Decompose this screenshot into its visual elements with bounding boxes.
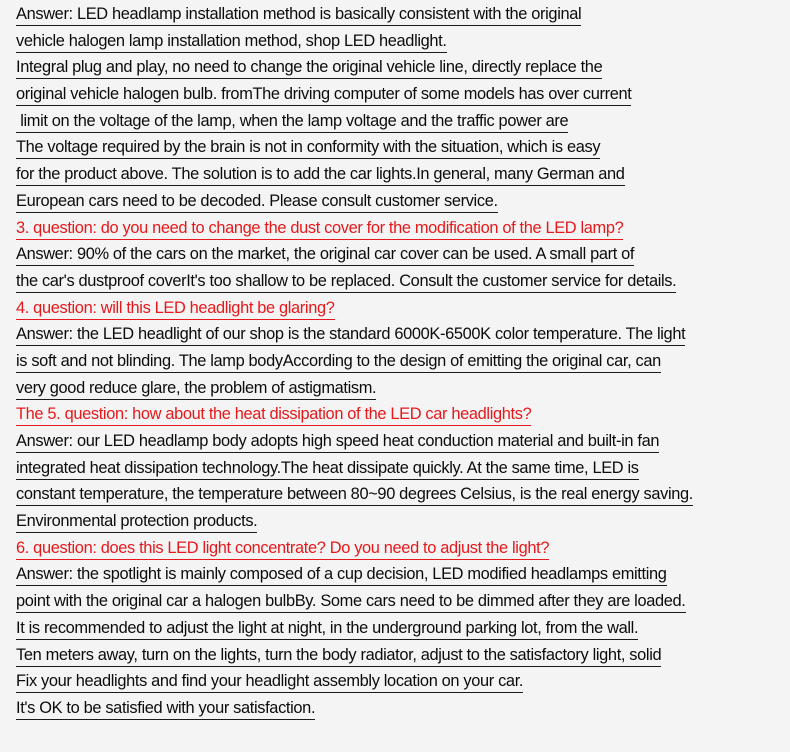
text-line-1 <box>16 2 790 29</box>
text-line: Answer: our LED headlamp body adopts high speed heat conduction material and built-in fan <box>16 431 659 453</box>
text-line: point with the original car a halogen bulbBy. Some cars need to be dimmed after they are loaded. <box>16 591 686 613</box>
text-line-3 <box>16 55 790 82</box>
text-line: It is recommended to adjust the light at night, in the underground parking lot, from the wall. <box>16 618 638 640</box>
question-4-heading <box>16 296 790 323</box>
text-line: Environmental protection products. <box>16 511 257 533</box>
text-line: original vehicle halogen bulb. fromThe driving computer of some models has over current <box>16 84 631 106</box>
text-line-11 <box>16 269 790 296</box>
text-line: Answer: LED headlamp installation method is basically consistent with the original <box>16 4 581 26</box>
question-5-heading <box>16 402 790 429</box>
text-line-14 <box>16 349 790 376</box>
text-line-23 <box>16 589 790 616</box>
text-line-17 <box>16 429 790 456</box>
text-line: The voltage required by the brain is not in conformity with the situation, which is easy <box>16 137 600 159</box>
text-line-8 <box>16 189 790 216</box>
text-line: Integral plug and play, no need to change the original vehicle line, directly replace the <box>16 57 602 79</box>
text-line: vehicle halogen lamp installation method, shop LED headlight. <box>16 31 447 53</box>
text-line: for the product above. The solution is to add the car lights.In general, many German and <box>16 164 625 186</box>
text-line-20 <box>16 509 790 536</box>
question-text: The 5. question: how about the heat dissipation of the LED car headlights? <box>16 404 531 426</box>
text-line: Answer: the spotlight is mainly composed of a cup decision, LED modified headlamps emitting <box>16 564 667 586</box>
text-line: limit on the voltage of the lamp, when the lamp voltage and the traffic power are <box>16 111 568 133</box>
text-line-2 <box>16 29 790 56</box>
text-line-25 <box>16 643 790 670</box>
text-line: the car's dustproof coverIt's too shallow to be replaced. Consult the customer service for details. <box>16 271 676 293</box>
text-line-15 <box>16 376 790 403</box>
text-line: is soft and not blinding. The lamp bodyAccording to the design of emitting the original car, can <box>16 351 661 373</box>
question-text: 4. question: will this LED headlight be glaring? <box>16 298 335 320</box>
text-line: It's OK to be satisfied with your satisfaction. <box>16 698 315 720</box>
text-line: Answer: 90% of the cars on the market, the original car cover can be used. A small part of <box>16 244 634 266</box>
text-line-19 <box>16 482 790 509</box>
text-line: Ten meters away, turn on the lights, turn the body radiator, adjust to the satisfactory light, solid <box>16 645 661 667</box>
text-line-10 <box>16 242 790 269</box>
text-line-5 <box>16 109 790 136</box>
text-line-24 <box>16 616 790 643</box>
text-line-22 <box>16 562 790 589</box>
text-line-6 <box>16 135 790 162</box>
question-text: 3. question: do you need to change the dust cover for the modification of the LED lamp? <box>16 218 623 240</box>
text-line-27 <box>16 696 790 723</box>
text-line: very good reduce glare, the problem of astigmatism. <box>16 378 376 400</box>
text-line: integrated heat dissipation technology.The heat dissipate quickly. At the same time, LED is <box>16 458 639 480</box>
text-line-4 <box>16 82 790 109</box>
text-line-7 <box>16 162 790 189</box>
text-line-26 <box>16 669 790 696</box>
question-3-heading <box>16 216 790 243</box>
text-line: European cars need to be decoded. Please consult customer service. <box>16 191 498 213</box>
text-line: Answer: the LED headlight of our shop is the standard 6000K-6500K color temperature. The light <box>16 324 685 346</box>
text-line: constant temperature, the temperature between 80~90 degrees Celsius, is the real energy saving. <box>16 484 693 506</box>
text-line: Fix your headlights and find your headlight assembly location on your car. <box>16 671 523 693</box>
question-6-heading <box>16 536 790 563</box>
text-line-13 <box>16 322 790 349</box>
text-line-18 <box>16 456 790 483</box>
question-text: 6. question: does this LED light concentrate? Do you need to adjust the light? <box>16 538 549 560</box>
